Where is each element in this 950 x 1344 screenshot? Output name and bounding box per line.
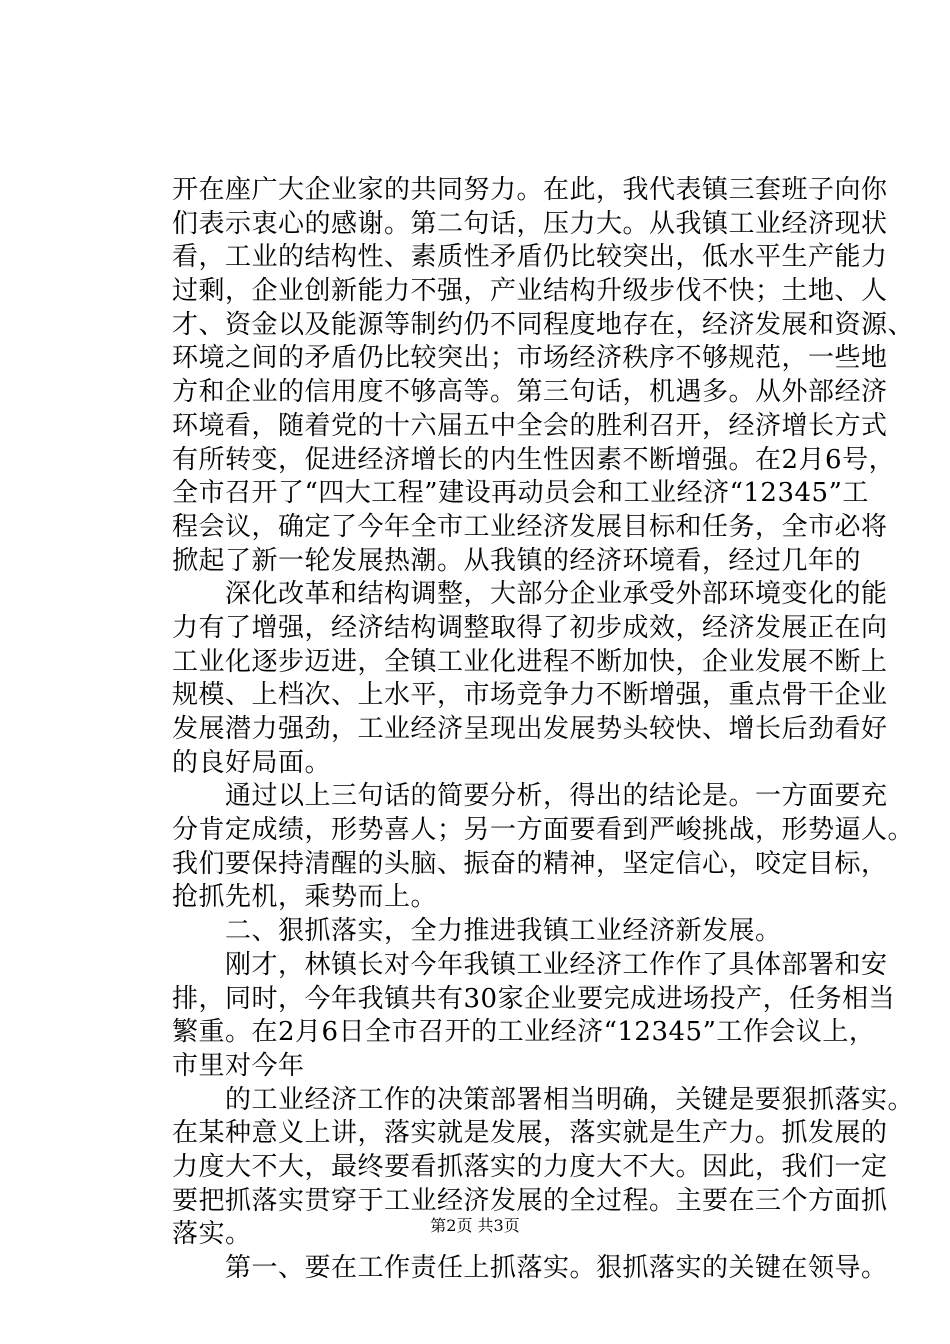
text-line: 们表示衷心的感谢。第二句话，压力大。从我镇工业经济现状 xyxy=(172,208,888,239)
text-line: 看，工业的结构性、素质性矛盾仍比较突出，低水平生产能力 xyxy=(172,242,888,273)
text-line: 有所转变，促进经济增长的内生性因素不断增强。在2月6号， xyxy=(172,444,896,475)
text-line: 市里对今年 xyxy=(172,1050,305,1081)
text-line: 全市召开了“四大工程”建设再动员会和工业经济“12345”工 xyxy=(172,478,869,509)
text-line: 工业化逐步迈进，全镇工业化进程不断加快，企业发展不断上 xyxy=(172,646,888,677)
text-line: 分肯定成绩，形势喜人；另一方面要看到严峻挑战，形势逼人。 xyxy=(172,815,915,846)
text-line: 要把抓落实贯穿于工业经济发展的全过程。主要在三个方面抓 xyxy=(172,1185,888,1216)
document-body xyxy=(172,174,915,1286)
text-line: 排，同时，今年我镇共有30家企业要完成进场投产，任务相当 xyxy=(172,983,896,1014)
text-line: 第一、要在工作责任上抓落实。狠抓落实的关键在领导。 xyxy=(172,1253,888,1283)
text-line: 在某种意义上讲，落实就是发展，落实就是生产力。抓发展的 xyxy=(172,1118,888,1149)
text-line: 落实。 xyxy=(172,1219,252,1250)
text-line: 程会议，确定了今年全市工业经济发展目标和任务，全市必将 xyxy=(172,511,888,542)
text-line: 繁重。在2月6日全市召开的工业经济“12345”工作会议上， xyxy=(172,1017,876,1048)
text-line: 掀起了新一轮发展热潮。从我镇的经济环境看，经过几年的 xyxy=(172,545,862,576)
text-line: 抢抓先机，乘势而上。 xyxy=(172,882,438,913)
text-line: 环境看，随着党的十六届五中全会的胜利召开，经济增长方式 xyxy=(172,410,888,441)
text-line: 刚才，林镇长对今年我镇工业经济工作作了具体部署和安 xyxy=(172,949,888,980)
text-line: 方和企业的信用度不够高等。第三句话，机遇多。从外部经济 xyxy=(172,377,888,408)
section-heading: 二、狠抓落实，全力推进我镇工业经济新发展。 xyxy=(172,916,782,947)
text-line: 才、资金以及能源等制约仍不同程度地存在，经济发展和资源、 xyxy=(172,309,915,340)
text-line: 过剩，企业创新能力不强，产业结构升级步伐不快；土地、人 xyxy=(172,276,888,307)
text-line: 发展潜力强劲，工业经济呈现出发展势头较快、增长后劲看好 xyxy=(172,714,888,744)
text-line: 的工业经济工作的决策部署相当明确，关键是要狠抓落实。 xyxy=(172,1084,915,1115)
text-line: 力度大不大，最终要看抓落实的力度大不大。因此，我们一定 xyxy=(172,1151,888,1182)
text-line: 力有了增强，经济结构调整取得了初步成效，经济发展正在向 xyxy=(172,612,888,643)
text-line: 深化改革和结构调整，大部分企业承受外部环境变化的能 xyxy=(172,579,888,610)
text-line: 环境之间的矛盾仍比较突出；市场经济秩序不够规范，一些地 xyxy=(172,343,888,374)
text-line: 规模、上档次、上水平，市场竞争力不断增强，重点骨干企业 xyxy=(172,680,888,711)
page-number-label: 第2页 共3页 xyxy=(430,1216,520,1235)
text-line: 我们要保持清醒的头脑、振奋的精神，坚定信心，咬定目标， xyxy=(172,848,888,879)
page-footer xyxy=(0,1216,950,1236)
text-line: 开在座广大企业家的共同努力。在此，我代表镇三套班子向你 xyxy=(172,175,888,205)
text-line: 通过以上三句话的简要分析，得出的结论是。一方面要充 xyxy=(172,781,888,812)
text-line: 的良好局面。 xyxy=(172,747,332,778)
